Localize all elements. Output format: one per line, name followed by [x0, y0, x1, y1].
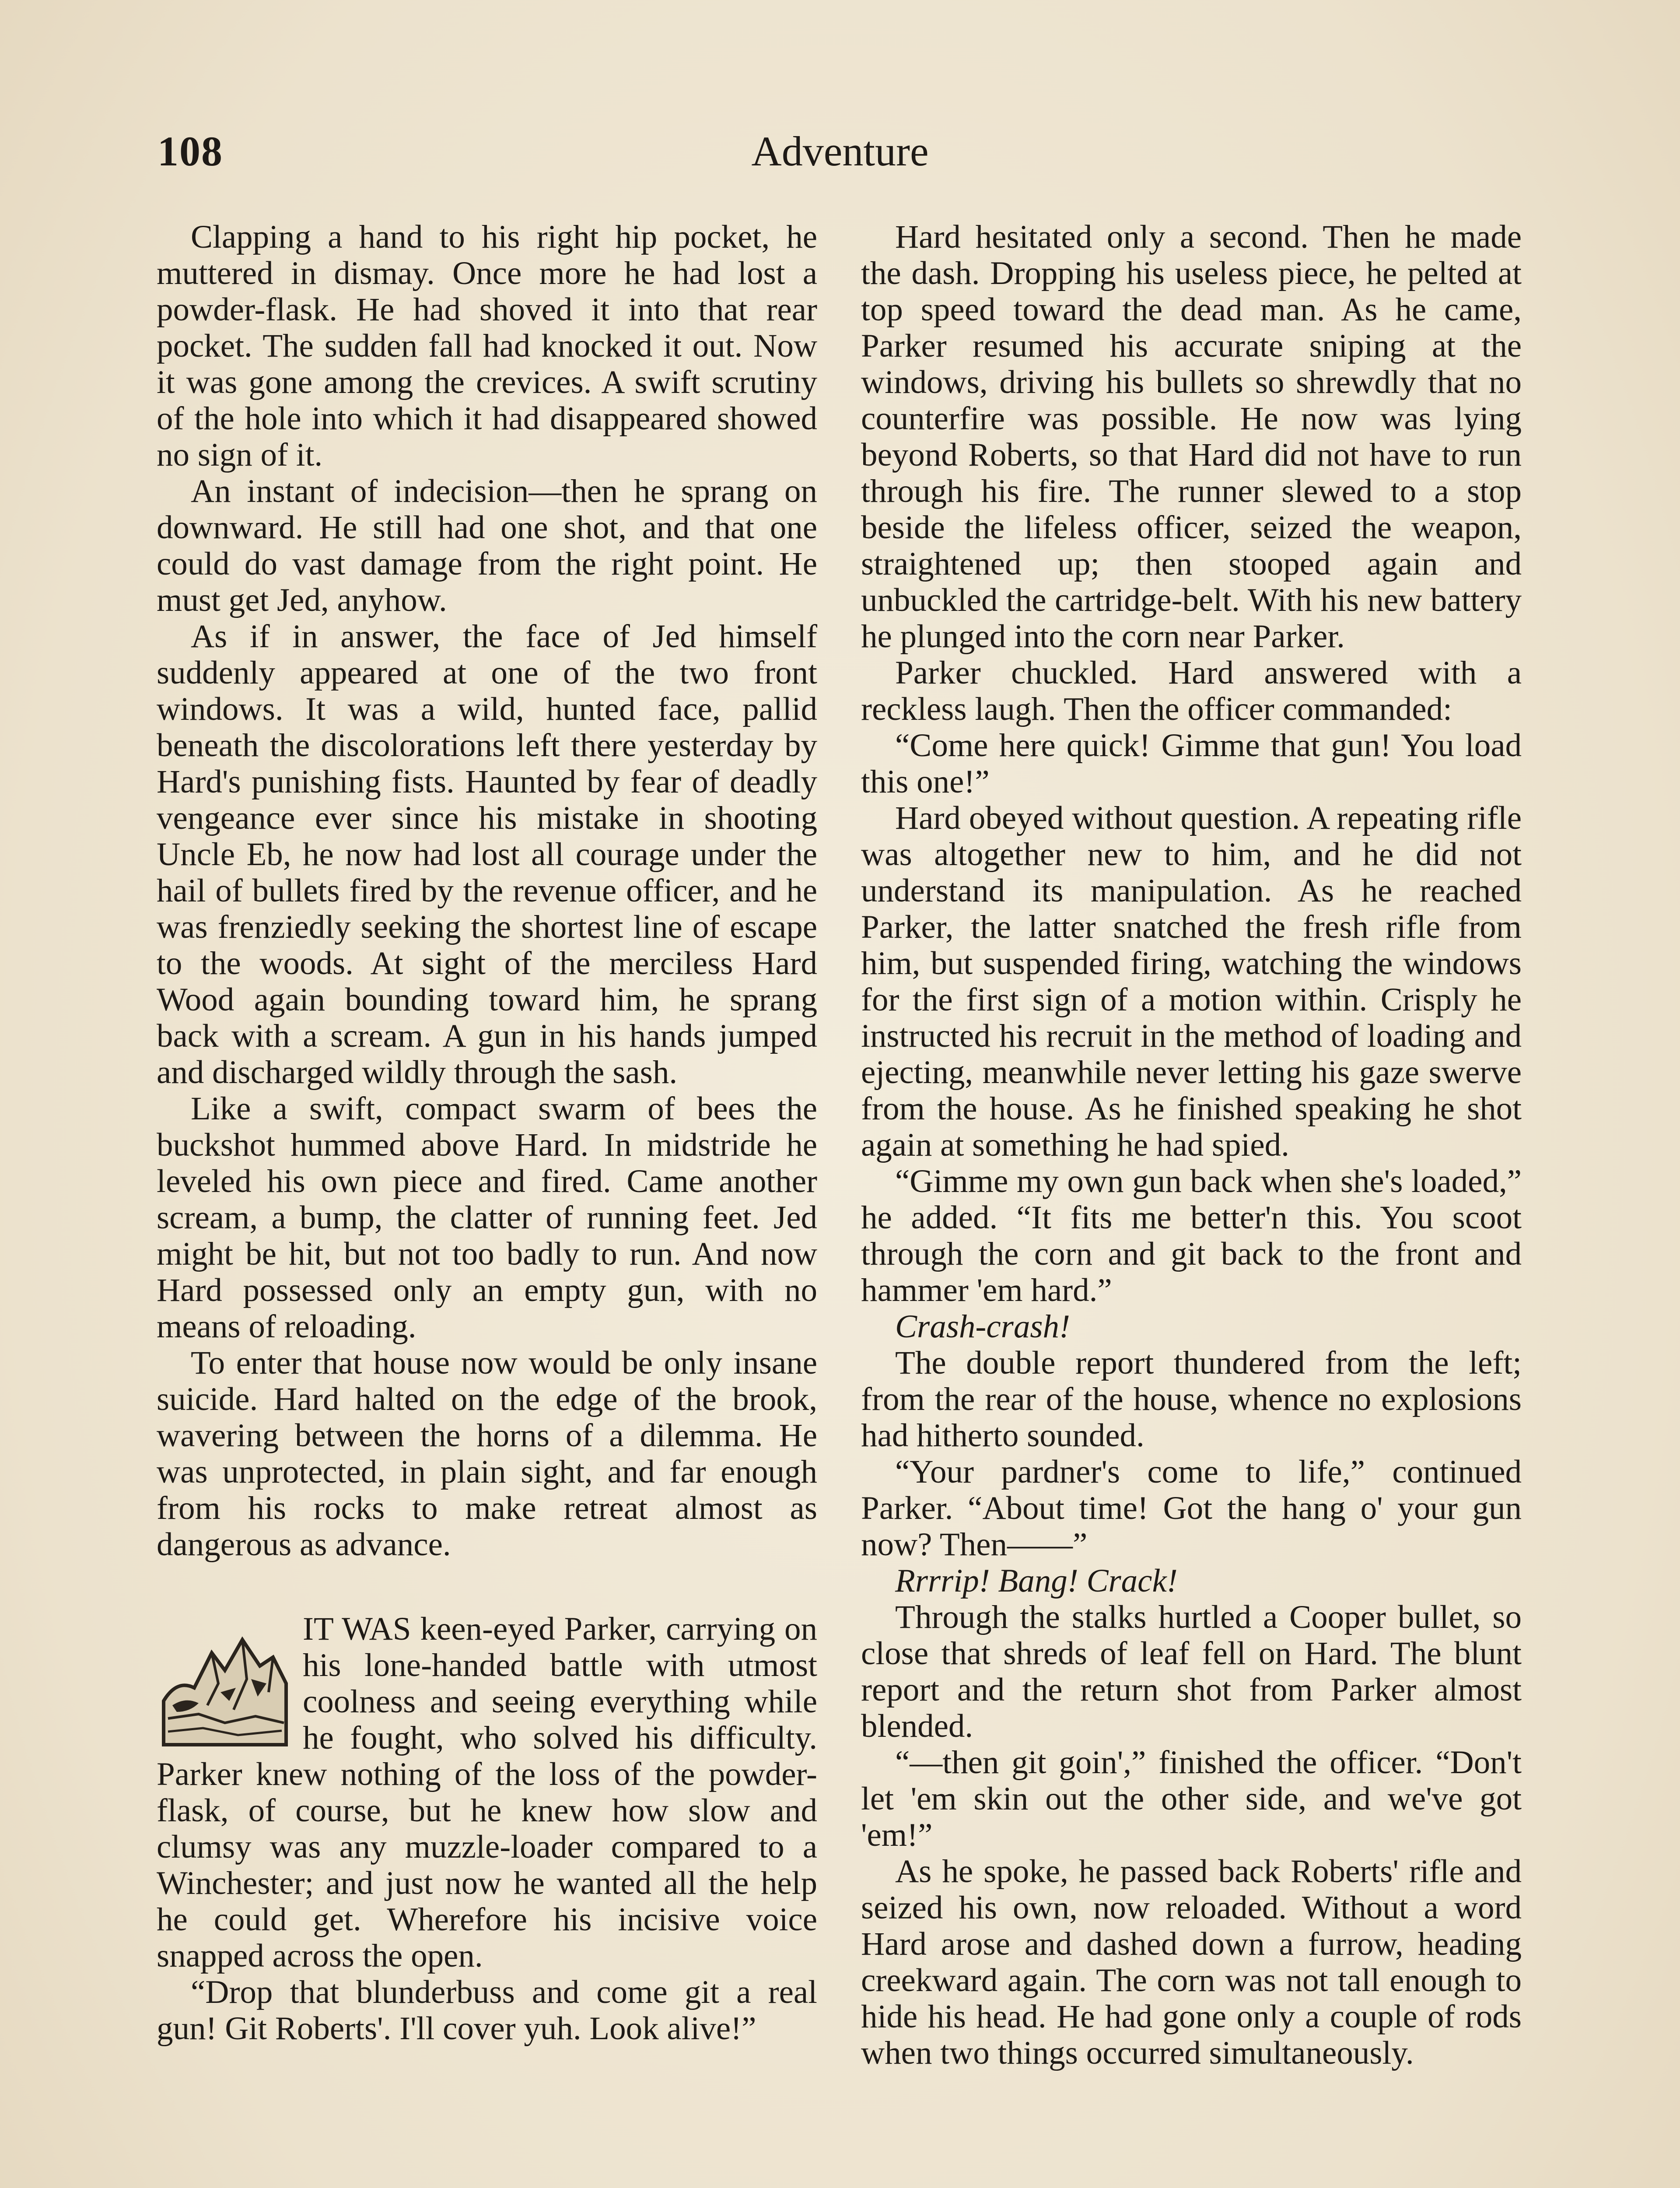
paragraph: Clapping a hand to his right hip pocket, he muttered in dismay. Once more he had lost a powder-flask. He had shoved it into that rear pocket. The sudden fall had knocked it out. Now it was gone among the crevices. A swift scrutiny of the hole into which it had disappeared showed no sign of it.	[157, 219, 817, 473]
paragraph: Hard obeyed without question. A repeating rifle was altogether new to him, and he did not understand its manipulation. As he reached Parker, the latter snatched the fresh rifle from him, but suspended firing, watching the windows for the first sign of a motion within. Crisply he instructed his recruit in the method of loading and ejecting, meanwhile never letting his gaze swerve from the house. As he finished speaking he shot again at something he had spied.	[861, 800, 1522, 1163]
sound-effect: Crash-crash!	[895, 1308, 1071, 1345]
paragraph: “Come here quick! Gimme that gun! You load this one!”	[861, 727, 1522, 800]
paragraph: As if in answer, the face of Jed himself suddenly appeared at one of the two front windows. It was a wild, hunted face, pallid beneath the discolorations left there yesterday by Hard's punishing fists. Haunted by fear of deadly vengeance ever since his mistake in shooting Uncle Eb, he now had lost all courage under the hail of bullets fired by the revenue officer, and he was frenziedly seeking the shortest line of escape to the woods. At sight of the merciless Hard Wood again bounding toward him, he sprang back with a scream. A gun in his hands jumped and discharged wildly through the sash.	[157, 618, 817, 1090]
page-header	[158, 127, 1522, 184]
right-column	[861, 219, 1522, 2071]
paragraph: “—then git goin',” finished the officer. “Don't let 'em skin out the other side, and we've got 'em!”	[861, 1744, 1522, 1853]
section-break	[157, 1563, 817, 1611]
section-opening	[157, 1611, 817, 1974]
paragraph: Parker chuckled. Hard answered with a reckless laugh. Then the officer commanded:	[861, 655, 1522, 727]
paragraph: Hard hesitated only a second. Then he made the dash. Dropping his useless piece, he pelted at top speed toward the dead man. As he came, Parker resumed his accurate sniping at the windows, driving his bullets so shrewdly that no counterfire was possible. He now was lying beyond Roberts, so that Hard did not have to run through his fire. The runner slewed to a stop beside the lifeless officer, seized the weapon, straightened up; then stooped again and unbuckled the cartridge-belt. With his new battery he plunged into the corn near Parker.	[861, 219, 1522, 655]
paragraph: “Your pardner's come to life,” continued Parker. “About time! Got the hang o' your gun now? Then——”	[861, 1454, 1522, 1563]
mountain-vignette-icon	[159, 1613, 290, 1753]
left-column	[157, 219, 817, 2047]
section-opening-text: IT WAS keen-eyed Parker, carrying on his lone-handed battle with utmost coolness and seeing everything while he fought, who solved his difficulty. Parker knew nothing of the loss of the powder-flask, of course, but he knew how slow and clumsy was any muzzle-loader compared to a Winchester; and just now he wanted all the help he could get. Wherefore his incisive voice snapped across the open.	[157, 1611, 817, 1974]
paragraph: Through the stalks hurtled a Cooper bullet, so close that shreds of leaf fell on Hard. The blunt report and the return shot from Parker almost blended.	[861, 1599, 1522, 1744]
paragraph: “Gimme my own gun back when she's loaded,” he added. “It fits me better'n this. You scoot through the corn and git back to the front and hammer 'em hard.”	[861, 1163, 1522, 1308]
paragraph: As he spoke, he passed back Roberts' rifle and seized his own, now reloaded. Without a word Hard arose and dashed down a furrow, heading creekward again. The corn was not tall enough to hide his head. He had gone only a couple of rods when two things occurred simultaneously.	[861, 1853, 1522, 2071]
page-number: 108	[158, 128, 223, 175]
paragraph: To enter that house now would be only insane suicide. Hard halted on the edge of the brook, wavering between the horns of a dilemma. He was unprotected, in plain sight, and far enough from his rocks to make retreat almost as dangerous as advance.	[157, 1345, 817, 1563]
paragraph: The double report thundered from the left; from the rear of the house, whence no explosions had hitherto sounded.	[861, 1345, 1522, 1454]
paragraph: An instant of indecision—then he sprang on downward. He still had one shot, and that one could do vast damage from the right point. He must get Jed, anyhow.	[157, 473, 817, 618]
paragraph: Like a swift, compact swarm of bees the buckshot hummed above Hard. In midstride he leveled his own piece and fired. Came another scream, a bump, the clatter of running feet. Jed might be hit, but not too badly to run. And now Hard possessed only an empty gun, with no means of reloading.	[157, 1090, 817, 1345]
paragraph: “Drop that blunderbuss and come git a real gun! Git Roberts'. I'll cover yuh. Look alive!”	[157, 1974, 817, 2047]
sound-effect: Rrrrip! Bang! Crack!	[895, 1563, 1178, 1599]
running-head: Adventure	[751, 128, 929, 175]
